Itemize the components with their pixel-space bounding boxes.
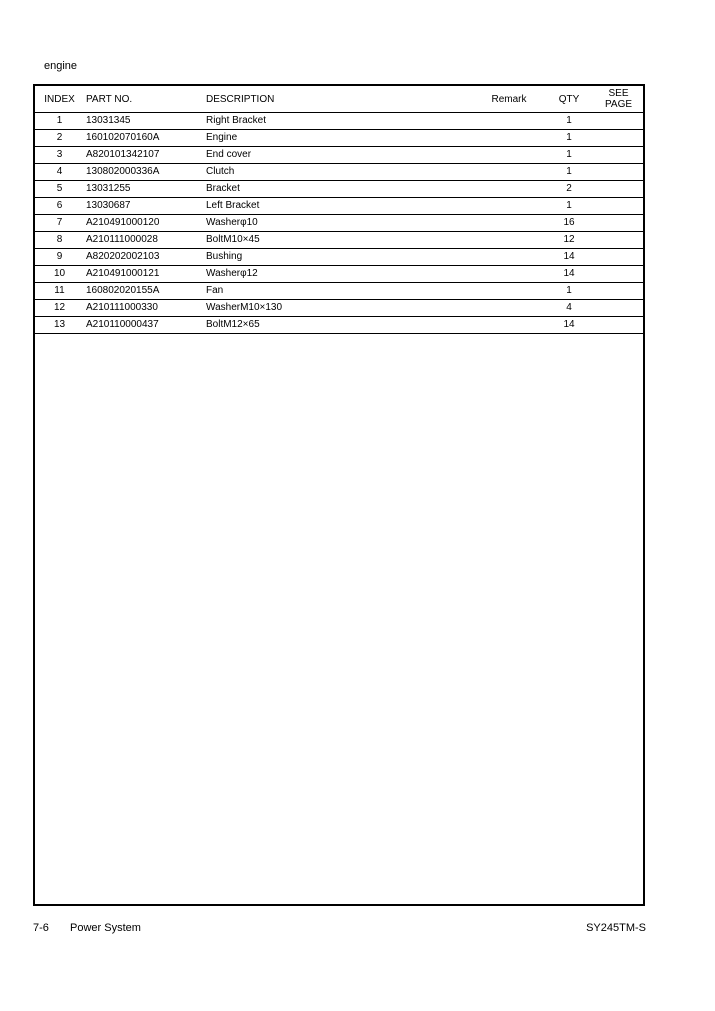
cell-index: 4 xyxy=(35,164,84,181)
cell-index: 7 xyxy=(35,215,84,232)
header-description: DESCRIPTION xyxy=(206,86,474,113)
cell-part-no: A820202002103 xyxy=(84,249,206,266)
cell-see-page xyxy=(594,300,643,317)
cell-qty: 1 xyxy=(544,147,594,164)
cell-part-no: 160102070160A xyxy=(84,130,206,147)
cell-part-no: A210491000121 xyxy=(84,266,206,283)
cell-qty: 1 xyxy=(544,130,594,147)
cell-part-no: A820101342107 xyxy=(84,147,206,164)
cell-description: Bushing xyxy=(206,249,474,266)
cell-remark xyxy=(474,249,544,266)
cell-qty: 1 xyxy=(544,283,594,300)
header-qty: QTY xyxy=(544,86,594,113)
cell-part-no: A210491000120 xyxy=(84,215,206,232)
cell-see-page xyxy=(594,317,643,334)
table-row xyxy=(35,317,643,334)
cell-part-no: 130802000336A xyxy=(84,164,206,181)
cell-description: Clutch xyxy=(206,164,474,181)
parts-table xyxy=(35,86,643,334)
cell-description: End cover xyxy=(206,147,474,164)
cell-see-page xyxy=(594,215,643,232)
table-row xyxy=(35,164,643,181)
cell-qty: 2 xyxy=(544,181,594,198)
table-row xyxy=(35,130,643,147)
cell-part-no: A210111000028 xyxy=(84,232,206,249)
cell-index: 11 xyxy=(35,283,84,300)
cell-remark xyxy=(474,215,544,232)
cell-qty: 1 xyxy=(544,198,594,215)
cell-remark xyxy=(474,164,544,181)
cell-remark xyxy=(474,283,544,300)
cell-description: Bracket xyxy=(206,181,474,198)
cell-remark xyxy=(474,300,544,317)
table-row xyxy=(35,113,643,130)
cell-index: 2 xyxy=(35,130,84,147)
cell-description: Fan xyxy=(206,283,474,300)
cell-description: WasherM10×130 xyxy=(206,300,474,317)
cell-qty: 1 xyxy=(544,164,594,181)
footer-section: Power System xyxy=(70,922,141,934)
cell-part-no: 160802020155A xyxy=(84,283,206,300)
cell-see-page xyxy=(594,164,643,181)
cell-qty: 14 xyxy=(544,317,594,334)
cell-index: 9 xyxy=(35,249,84,266)
cell-description: Left Bracket xyxy=(206,198,474,215)
header-part-no: PART NO. xyxy=(84,86,206,113)
cell-see-page xyxy=(594,266,643,283)
cell-qty: 4 xyxy=(544,300,594,317)
cell-qty: 1 xyxy=(544,113,594,130)
cell-index: 12 xyxy=(35,300,84,317)
table-row xyxy=(35,232,643,249)
cell-part-no: 13030687 xyxy=(84,198,206,215)
cell-index: 5 xyxy=(35,181,84,198)
header-remark: Remark xyxy=(474,86,544,113)
cell-qty: 16 xyxy=(544,215,594,232)
cell-index: 3 xyxy=(35,147,84,164)
cell-part-no: A210110000437 xyxy=(84,317,206,334)
table-row xyxy=(35,266,643,283)
cell-remark xyxy=(474,181,544,198)
cell-index: 13 xyxy=(35,317,84,334)
cell-part-no: A210111000330 xyxy=(84,300,206,317)
cell-qty: 12 xyxy=(544,232,594,249)
cell-index: 8 xyxy=(35,232,84,249)
cell-description: Engine xyxy=(206,130,474,147)
cell-see-page xyxy=(594,181,643,198)
footer-model: SY245TM-S xyxy=(586,922,646,934)
cell-remark xyxy=(474,317,544,334)
cell-description: Washerφ10 xyxy=(206,215,474,232)
cell-part-no: 13031345 xyxy=(84,113,206,130)
cell-qty: 14 xyxy=(544,266,594,283)
header-index: INDEX xyxy=(35,86,84,113)
table-header-row xyxy=(35,86,643,113)
cell-see-page xyxy=(594,232,643,249)
cell-see-page xyxy=(594,249,643,266)
cell-description: BoltM10×45 xyxy=(206,232,474,249)
header-see-page-line1: SEE xyxy=(608,88,629,99)
cell-remark xyxy=(474,130,544,147)
cell-part-no: 13031255 xyxy=(84,181,206,198)
table-row xyxy=(35,300,643,317)
table-row xyxy=(35,215,643,232)
cell-qty: 14 xyxy=(544,249,594,266)
cell-index: 1 xyxy=(35,113,84,130)
table-row xyxy=(35,198,643,215)
cell-remark xyxy=(474,266,544,283)
cell-remark xyxy=(474,198,544,215)
cell-see-page xyxy=(594,198,643,215)
cell-remark xyxy=(474,147,544,164)
cell-see-page xyxy=(594,113,643,130)
header-see-page-line2: PAGE xyxy=(604,99,633,110)
header-see-page xyxy=(594,86,643,113)
table-row xyxy=(35,181,643,198)
cell-remark xyxy=(474,113,544,130)
cell-see-page xyxy=(594,130,643,147)
footer-page-number: 7-6 xyxy=(33,922,49,934)
cell-index: 6 xyxy=(35,198,84,215)
cell-description: Right Bracket xyxy=(206,113,474,130)
table-row xyxy=(35,147,643,164)
page-title: engine xyxy=(44,60,78,72)
table-row xyxy=(35,249,643,266)
cell-see-page xyxy=(594,283,643,300)
table-body xyxy=(35,113,643,334)
table-row xyxy=(35,283,643,300)
cell-description: Washerφ12 xyxy=(206,266,474,283)
cell-remark xyxy=(474,232,544,249)
cell-description: BoltM12×65 xyxy=(206,317,474,334)
cell-index: 10 xyxy=(35,266,84,283)
parts-table-frame xyxy=(33,84,645,906)
cell-see-page xyxy=(594,147,643,164)
